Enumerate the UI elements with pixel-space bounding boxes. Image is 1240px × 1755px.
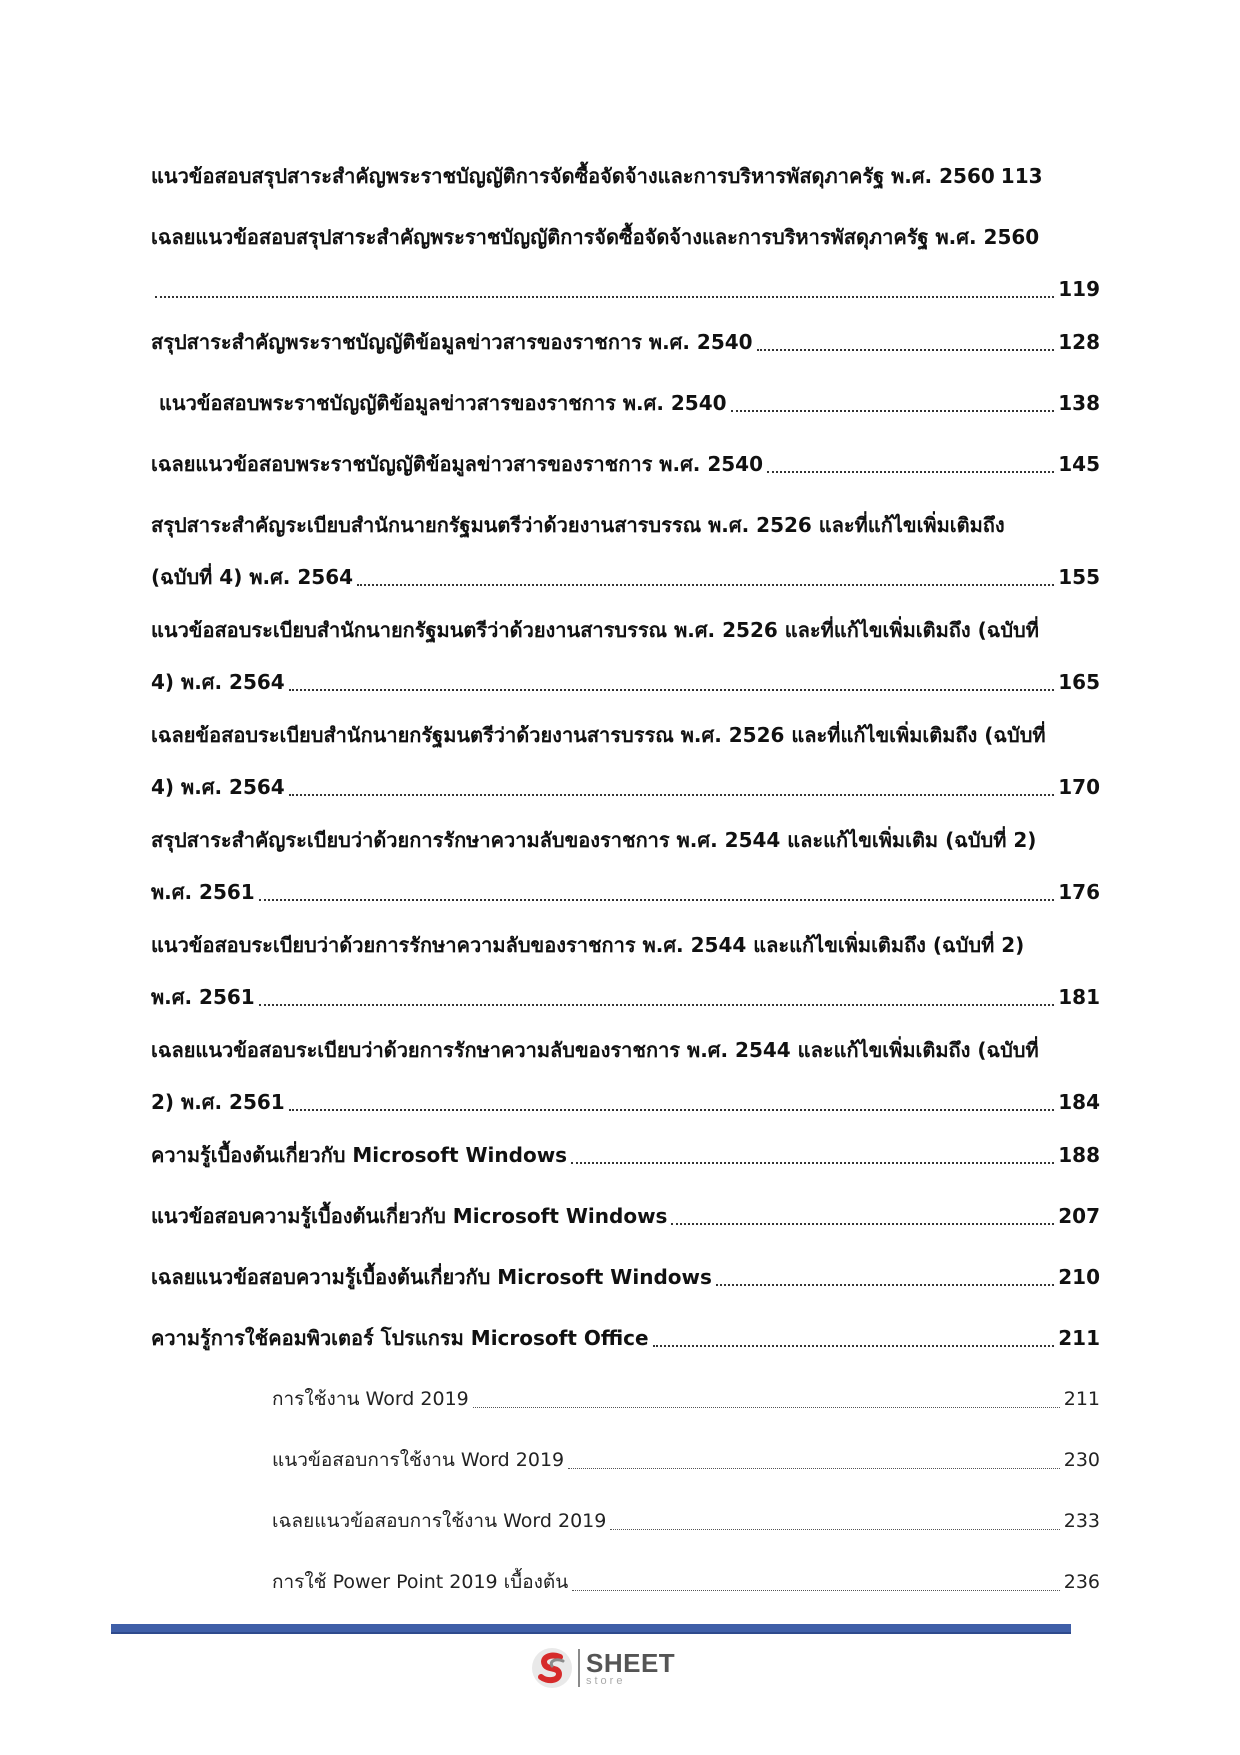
toc-entry-page: 128 [1058,330,1100,354]
toc-subentry-title: การใช้ Power Point 2019 เบื้องต้น [272,1571,569,1593]
toc-entry-title-cont: (ฉบับที่ 4) พ.ศ. 2564 [151,565,354,589]
footer-divider [111,1624,1071,1634]
leader-dots [259,1004,1055,1006]
toc-entry[interactable] [151,377,1100,438]
leader-dots [767,471,1054,473]
toc-entry-page: 207 [1058,1204,1100,1228]
toc-subentry[interactable] [272,1434,1100,1495]
leader-dots [259,899,1055,901]
toc-entry-page: 210 [1058,1265,1100,1289]
toc-subentry[interactable] [272,1495,1100,1556]
leader-dots [610,1529,1059,1530]
toc-subentry[interactable] [272,1556,1100,1617]
toc-entry-title-cont: พ.ศ. 2561 [151,985,255,1009]
toc-entry-title-cont: พ.ศ. 2561 [151,880,255,904]
leader-dots [155,296,1054,298]
leader-dots [289,689,1055,691]
toc-entry[interactable] [151,919,1100,1024]
toc-subentry-page: 230 [1063,1449,1100,1471]
toc-entry[interactable] [151,438,1100,499]
toc-entry-page: 184 [1058,1090,1100,1114]
toc-entry-page: 145 [1058,452,1100,476]
toc-entry-page: 176 [1058,880,1100,904]
toc-entry-title: แนวข้อสอบพระราชบัญญัติข้อมูลข่าวสารของราชการ พ.ศ. 2540 [159,391,727,415]
sheet-store-logo-icon [530,1646,574,1690]
toc-subentry-title: การใช้งาน Word 2019 [272,1388,469,1410]
toc-entry-title: แนวข้อสอบระเบียบสำนักนายกรัฐมนตรีว่าด้วยงานสารบรรณ พ.ศ. 2526 และที่แก้ไขเพิ่มเติมถึง (ฉบับที่ [151,618,1039,642]
leader-dots [289,1109,1055,1111]
toc-entry-title: เฉลยแนวข้อสอบพระราชบัญญัติข้อมูลข่าวสารของราชการ พ.ศ. 2540 [151,452,763,476]
toc-entry-page: 155 [1058,565,1100,589]
toc-entry-title: เฉลยแนวข้อสอบความรู้เบื้องต้นเกี่ยวกับ Microsoft Windows [151,1265,712,1289]
table-of-contents [151,150,1100,1617]
toc-entry[interactable] [151,1129,1100,1190]
toc-subentry[interactable] [272,1373,1100,1434]
logo-subtext: store [586,1674,626,1687]
toc-entry-title: สรุปสาระสำคัญระเบียบว่าด้วยการรักษาความลับของราชการ พ.ศ. 2544 และแก้ไขเพิ่มเติม (ฉบับที่ 2) [151,828,1037,852]
leader-dots [572,1590,1059,1591]
toc-entry-title: แนวข้อสอบความรู้เบื้องต้นเกี่ยวกับ Microsoft Windows [151,1204,668,1228]
toc-entry-title: แนวข้อสอบสรุปสาระสำคัญพระราชบัญญัติการจัดซื้อจัดจ้างและการบริหารพัสดุภาครัฐ พ.ศ. 2560 [151,164,995,188]
toc-entry-page: 170 [1058,775,1100,799]
leader-dots [716,1284,1054,1286]
leader-dots [473,1407,1060,1408]
toc-entry[interactable] [151,709,1100,814]
toc-entry[interactable] [151,150,1100,211]
toc-entry-title: สรุปสาระสำคัญพระราชบัญญัติข้อมูลข่าวสารของราชการ พ.ศ. 2540 [151,330,753,354]
toc-entry-title-cont: 4) พ.ศ. 2564 [151,775,285,799]
leader-dots [568,1468,1060,1469]
toc-entry[interactable] [151,499,1100,604]
toc-entry-page: 181 [1058,985,1100,1009]
leader-dots [571,1162,1054,1164]
toc-entry-title-cont: 2) พ.ศ. 2561 [151,1090,285,1114]
leader-dots [357,584,1054,586]
leader-dots [757,349,1055,351]
toc-entry-page: 188 [1058,1143,1100,1167]
toc-entry[interactable] [151,1190,1100,1251]
toc-entry-title: เฉลยข้อสอบระเบียบสำนักนายกรัฐมนตรีว่าด้วยงานสารบรรณ พ.ศ. 2526 และที่แก้ไขเพิ่มเติมถึง (ฉบับที่ [151,723,1046,747]
leader-dots [653,1345,1055,1347]
toc-subentry-title: แนวข้อสอบการใช้งาน Word 2019 [272,1449,565,1471]
toc-entry-title: ความรู้การใช้คอมพิวเตอร์ โปรแกรม Microsoft Office [151,1326,649,1350]
toc-subentry-page: 236 [1063,1571,1100,1593]
toc-entry-page: 113 [1000,164,1043,188]
toc-entry[interactable] [151,1312,1100,1373]
toc-entry[interactable] [151,211,1100,316]
toc-entry[interactable] [151,1251,1100,1312]
leader-dots [289,794,1055,796]
leader-dots [671,1223,1054,1225]
toc-entry-title: เฉลยแนวข้อสอบระเบียบว่าด้วยการรักษาความลับของราชการ พ.ศ. 2544 และแก้ไขเพิ่มเติมถึง (ฉบับที่ [151,1038,1039,1062]
toc-entry[interactable] [151,604,1100,709]
toc-subentry-page: 211 [1063,1388,1100,1410]
toc-entry-title: เฉลยแนวข้อสอบสรุปสาระสำคัญพระราชบัญญัติการจัดซื้อจัดจ้างและการบริหารพัสดุภาครัฐ พ.ศ. 2560 [151,225,1040,249]
logo-wordmark: SHEET [586,1647,676,1678]
toc-entry-page: 165 [1058,670,1100,694]
toc-entry-page: 211 [1058,1326,1100,1350]
toc-entry-title: ความรู้เบื้องต้นเกี่ยวกับ Microsoft Windows [151,1143,568,1167]
toc-entry-title: สรุปสาระสำคัญระเบียบสำนักนายกรัฐมนตรีว่าด้วยงานสารบรรณ พ.ศ. 2526 และที่แก้ไขเพิ่มเติมถึง [151,513,1005,537]
leader-dots [731,410,1055,412]
logo-separator [578,1649,580,1687]
toc-entry[interactable] [151,814,1100,919]
toc-subentry-title: เฉลยแนวข้อสอบการใช้งาน Word 2019 [272,1510,607,1532]
sheet-store-logo [530,1645,675,1691]
toc-entry-title-cont: 4) พ.ศ. 2564 [151,670,285,694]
toc-entry-title: แนวข้อสอบระเบียบว่าด้วยการรักษาความลับของราชการ พ.ศ. 2544 และแก้ไขเพิ่มเติมถึง (ฉบับที่ 2) [151,933,1025,957]
toc-entry[interactable] [151,1024,1100,1129]
toc-entry-page: 119 [1058,277,1100,301]
toc-entry[interactable] [151,316,1100,377]
toc-subentry-page: 233 [1063,1510,1100,1532]
toc-entry-page: 138 [1058,391,1100,415]
